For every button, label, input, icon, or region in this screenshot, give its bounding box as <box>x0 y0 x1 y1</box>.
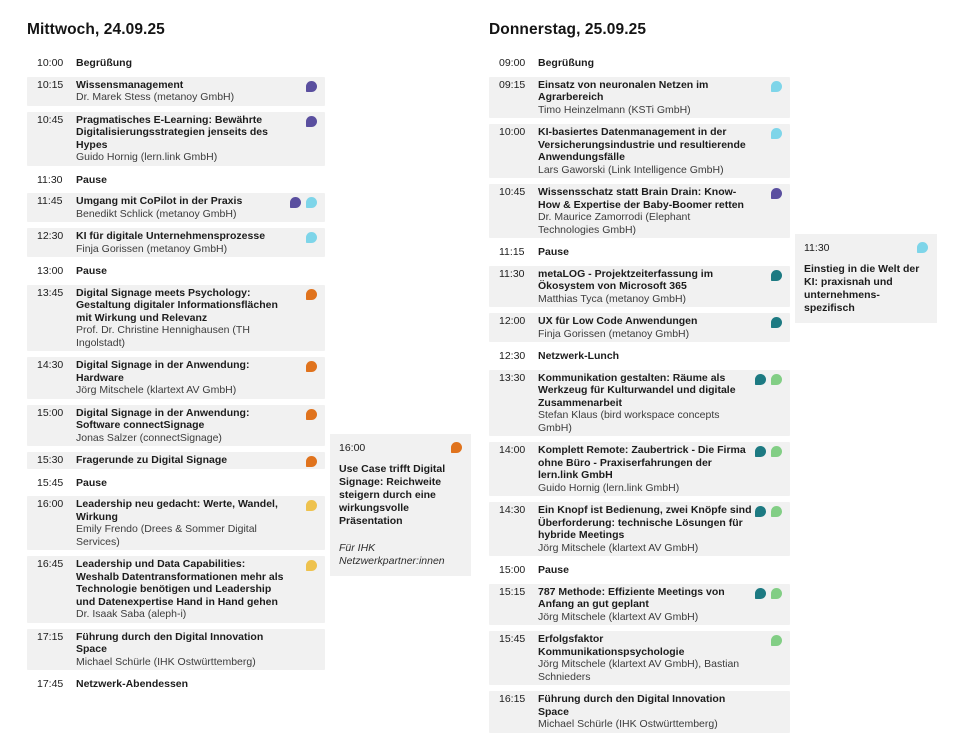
category-tags <box>771 270 782 281</box>
session-row <box>489 184 790 238</box>
session-time: 14:30 <box>499 504 526 516</box>
session-row <box>27 112 325 166</box>
session-note: Für IHK Netzwerkpartner:innen <box>339 541 445 567</box>
session-content <box>76 79 315 104</box>
session-content <box>538 504 780 554</box>
session-title: Use Case trifft Digital Signage: Reichweite steigern durch eine wirkungsvolle Präsentation <box>339 462 446 527</box>
purple-category-tag-icon <box>306 81 317 92</box>
session-speaker: Lars Gaworski (Link Intelligence GmbH) <box>538 163 724 176</box>
break-label: Begrüßung <box>76 57 132 69</box>
session-time: 09:00 <box>499 57 526 69</box>
break-label: Begrüßung <box>538 57 594 69</box>
session-title: Digital Signage in der Anwendung: Hardware <box>76 359 250 384</box>
session-content <box>538 268 780 306</box>
session-content <box>76 114 315 164</box>
session-content <box>76 631 315 669</box>
green-category-tag-icon <box>771 588 782 599</box>
session-content <box>76 558 315 621</box>
session-row <box>27 629 325 671</box>
session-row <box>27 228 325 257</box>
session-row <box>489 584 790 626</box>
cyan-category-tag-icon <box>306 232 317 243</box>
session-time: 12:30 <box>37 230 64 242</box>
session-time: 15:00 <box>37 406 64 419</box>
break-row <box>27 475 325 492</box>
session-time: 17:45 <box>37 678 64 690</box>
side-card-header <box>339 442 462 455</box>
session-speaker: Matthias Tyca (metanoy GmbH) <box>538 292 687 305</box>
session-speaker: Jörg Mitschele (klartext AV GmbH) <box>538 541 699 554</box>
session-content <box>538 350 780 363</box>
green-category-tag-icon <box>771 374 782 385</box>
session-title: Leadership und Data Capabilities: Weshalb Datentransformationen mehr als Technologie benötigen und Leadership und Datenexpertise Hand in Hand gehen <box>76 558 284 608</box>
category-tags <box>771 128 782 139</box>
green-category-tag-icon <box>771 446 782 457</box>
session-speaker: Dr. Maurice Zamorrodi (Elephant Technologies GmbH) <box>538 211 691 236</box>
session-time: 11:30 <box>804 242 830 254</box>
session-content <box>76 477 315 490</box>
session-row <box>489 266 790 308</box>
cyan-category-tag-icon <box>771 81 782 92</box>
session-time: 15:15 <box>499 585 526 598</box>
session-time: 10:15 <box>37 78 64 91</box>
session-title: Komplett Remote: Zaubertrick - Die Firma ohne Büro - Praxiserfahrungen der lern.link GmbH <box>538 444 746 481</box>
category-tag-icon <box>917 242 928 253</box>
session-title: KI-basiertes Datenmanagement in der Versicherungsindustrie und resultierende Anwendungsfälle <box>538 126 746 163</box>
session-content <box>538 126 780 176</box>
side-card-header <box>804 242 928 255</box>
category-tags <box>755 374 782 385</box>
session-time: 12:00 <box>499 315 526 327</box>
yellow-category-tag-icon <box>306 500 317 511</box>
session-speaker: Jörg Mitschele (klartext AV GmbH), Bastian Schnieders <box>538 658 740 683</box>
break-row <box>27 676 325 693</box>
session-row <box>27 77 325 106</box>
category-tags <box>290 197 317 208</box>
session-content <box>76 359 315 397</box>
break-row <box>489 562 790 579</box>
session-time: 10:00 <box>37 57 64 69</box>
day-title-wednesday: Mittwoch, 24.09.25 <box>27 21 165 38</box>
session-title: metaLOG - Projektzeiterfassung im Ökosystem von Microsoft 365 <box>538 267 714 292</box>
session-time: 14:00 <box>499 444 526 456</box>
category-tags <box>771 81 782 92</box>
session-title: Digital Signage in der Anwendung: Software connectSignage <box>76 406 250 431</box>
teal-category-tag-icon <box>755 588 766 599</box>
session-row <box>489 77 790 119</box>
day-column-wednesday <box>27 21 325 698</box>
session-time: 13:45 <box>37 286 64 299</box>
day-column-thursday <box>489 21 790 739</box>
schedule-rows-wednesday <box>27 55 325 693</box>
session-content <box>76 678 315 691</box>
session-time: 12:30 <box>499 350 526 362</box>
break-row <box>27 263 325 280</box>
session-time: 15:30 <box>37 454 64 466</box>
category-tags <box>306 116 317 127</box>
session-content <box>538 693 780 731</box>
session-title: Leadership neu gedacht: Werte, Wandel, Wirkung <box>76 498 278 523</box>
session-row <box>489 313 790 342</box>
session-content <box>76 57 315 70</box>
session-row <box>27 496 325 550</box>
category-tags <box>771 188 782 199</box>
session-speaker: Dr. Isaak Saba (aleph-i) <box>76 608 187 620</box>
category-tags <box>755 588 782 599</box>
teal-category-tag-icon <box>755 446 766 457</box>
session-title: Einstieg in die Welt der KI: praxisnah und unternehmens-spezifisch <box>804 262 920 314</box>
session-content <box>76 265 315 278</box>
session-title: Umgang mit CoPilot in der Praxis <box>76 195 243 207</box>
session-title: Pragmatisches E-Learning: Bewährte Digitalisierungsstrategien jenseits des Hypes <box>76 113 268 151</box>
session-time: 13:30 <box>499 371 526 384</box>
category-tags <box>755 506 782 517</box>
session-title: Ein Knopf ist Bedienung, zwei Knöpfe sind Überforderung: technische Lösungen für hybride Meetings <box>538 504 752 541</box>
break-label: Pause <box>76 173 107 186</box>
session-time: 14:30 <box>37 359 64 371</box>
break-label: Netzwerk-Lunch <box>538 350 620 362</box>
break-row <box>27 172 325 189</box>
category-tag-icon <box>451 442 462 453</box>
session-title: Fragerunde zu Digital Signage <box>76 454 228 466</box>
session-speaker: Timo Heinzelmann (KSTi GmbH) <box>538 103 691 116</box>
session-time: 16:00 <box>37 498 64 510</box>
yellow-category-tag-icon <box>306 560 317 571</box>
session-time: 17:15 <box>37 630 64 643</box>
session-speaker: Guido Hornig (lern.link GmbH) <box>538 481 680 494</box>
session-time: 09:15 <box>499 78 526 91</box>
session-content <box>538 444 780 494</box>
session-row <box>27 452 325 469</box>
session-time: 11:45 <box>37 195 63 207</box>
session-content <box>76 230 315 255</box>
session-row <box>27 405 325 447</box>
session-row <box>489 124 790 178</box>
break-label: Pause <box>538 564 569 576</box>
break-label: Pause <box>76 476 107 489</box>
category-tags <box>306 289 317 300</box>
session-time: 11:15 <box>499 246 525 258</box>
session-content <box>538 564 780 577</box>
session-time: 11:30 <box>499 267 525 280</box>
category-tags <box>306 560 317 571</box>
session-speaker: Emily Frendo (Drees & Sommer Digital Services) <box>76 523 257 548</box>
session-row <box>27 357 325 399</box>
session-speaker: Michael Schürle (IHK Ostwürttemberg) <box>76 655 256 668</box>
category-tags <box>306 81 317 92</box>
side-session-card-usecase <box>330 434 471 576</box>
category-tags <box>306 361 317 372</box>
session-time: 15:45 <box>499 633 526 645</box>
green-category-tag-icon <box>771 635 782 646</box>
session-row <box>489 502 790 556</box>
session-content <box>538 372 780 435</box>
session-speaker: Jonas Salzer (connectSignage) <box>76 431 222 444</box>
session-speaker: Michael Schürle (IHK Ostwürttemberg) <box>538 718 718 730</box>
session-speaker: Finja Gorissen (metanoy GmbH) <box>76 242 228 255</box>
session-speaker: Dr. Marek Stess (metanoy GmbH) <box>76 91 235 103</box>
session-time: 16:45 <box>37 558 64 570</box>
session-title: 787 Methode: Effiziente Meetings von Anfang an gut geplant <box>538 585 725 610</box>
session-content <box>538 246 780 259</box>
session-title: Kommunikation gestalten: Räume als Werkzeug für Kulturwandel und digitale Zusammenarbeit <box>538 371 736 409</box>
session-time: 16:00 <box>339 442 366 454</box>
session-time: 10:45 <box>499 186 526 198</box>
session-speaker: Jörg Mitschele (klartext AV GmbH) <box>76 384 237 396</box>
session-row <box>489 442 790 496</box>
session-content <box>538 586 780 624</box>
session-title: Wissensmanagement <box>76 78 184 91</box>
orange-category-tag-icon <box>306 409 317 420</box>
session-content <box>76 454 315 467</box>
session-speaker: Guido Hornig (lern.link GmbH) <box>76 151 218 163</box>
session-row <box>489 370 790 437</box>
break-row <box>489 55 790 72</box>
teal-category-tag-icon <box>771 317 782 328</box>
teal-category-tag-icon <box>771 270 782 281</box>
session-content <box>76 195 315 220</box>
orange-category-tag-icon <box>306 289 317 300</box>
session-row <box>489 631 790 685</box>
purple-category-tag-icon <box>771 188 782 199</box>
session-time: 10:45 <box>37 113 64 126</box>
purple-category-tag-icon <box>290 197 301 208</box>
category-tags <box>306 409 317 420</box>
session-title: Einsatz von neuronalen Netzen im Agrarbereich <box>538 78 709 103</box>
break-row <box>489 348 790 365</box>
session-content <box>76 498 315 548</box>
session-title: Führung durch den Digital Innovation Space <box>76 630 264 655</box>
session-title: Wissensschatz statt Brain Drain: Know-How & Expertise der Baby-Boomer retten <box>538 186 744 211</box>
session-title: Führung durch den Digital Innovation Space <box>538 693 726 718</box>
category-tags <box>771 635 782 646</box>
category-tags <box>306 500 317 511</box>
session-content <box>538 79 780 117</box>
session-speaker: Prof. Dr. Christine Hennighausen (TH Ingolstadt) <box>76 324 250 349</box>
session-time: 16:15 <box>499 693 526 705</box>
category-tags <box>306 456 317 467</box>
session-speaker: Jörg Mitschele (klartext AV GmbH) <box>538 610 699 623</box>
session-content <box>538 57 780 70</box>
session-title: Erfolgsfaktor Kommunikationspsychologie <box>538 633 685 658</box>
green-category-tag-icon <box>771 506 782 517</box>
session-content <box>538 315 780 340</box>
teal-category-tag-icon <box>755 506 766 517</box>
cyan-category-tag-icon <box>306 197 317 208</box>
category-tags <box>306 232 317 243</box>
cyan-category-tag-icon <box>771 128 782 139</box>
session-time: 13:00 <box>37 265 64 277</box>
session-row <box>27 193 325 222</box>
orange-category-tag-icon <box>306 456 317 467</box>
side-session-card-ki-einstieg <box>795 234 937 323</box>
session-content <box>76 287 315 350</box>
break-row <box>27 55 325 72</box>
session-speaker: Stefan Klaus (bird workspace concepts GmbH) <box>538 409 720 434</box>
session-content <box>76 174 315 187</box>
session-time: 11:30 <box>37 173 63 186</box>
session-content <box>538 633 780 683</box>
break-label: Pause <box>76 265 107 277</box>
session-speaker: Finja Gorissen (metanoy GmbH) <box>538 327 690 340</box>
session-content <box>538 186 780 236</box>
schedule-rows-thursday <box>489 55 790 733</box>
day-title-thursday: Donnerstag, 25.09.25 <box>489 21 647 38</box>
session-speaker: Benedikt Schlick (metanoy GmbH) <box>76 207 237 220</box>
purple-category-tag-icon <box>306 116 317 127</box>
category-tags <box>755 446 782 457</box>
session-time: 15:00 <box>499 564 526 576</box>
orange-category-tag-icon <box>306 361 317 372</box>
session-title: KI für digitale Unternehmensprozesse <box>76 230 266 242</box>
session-time: 10:00 <box>499 126 526 138</box>
break-label: Netzwerk-Abendessen <box>76 678 189 690</box>
session-content <box>76 407 315 445</box>
session-title: Digital Signage meets Psychology: Gestaltung digitaler Informationsflächen mit Wirkung und Relevanz <box>76 286 278 324</box>
category-tags <box>771 317 782 328</box>
session-row <box>27 556 325 623</box>
teal-category-tag-icon <box>755 374 766 385</box>
session-title: UX für Low Code Anwendungen <box>538 315 698 327</box>
session-time: 15:45 <box>37 476 64 489</box>
session-row <box>489 691 790 733</box>
break-label: Pause <box>538 246 569 258</box>
session-row <box>27 285 325 352</box>
break-row <box>489 244 790 261</box>
